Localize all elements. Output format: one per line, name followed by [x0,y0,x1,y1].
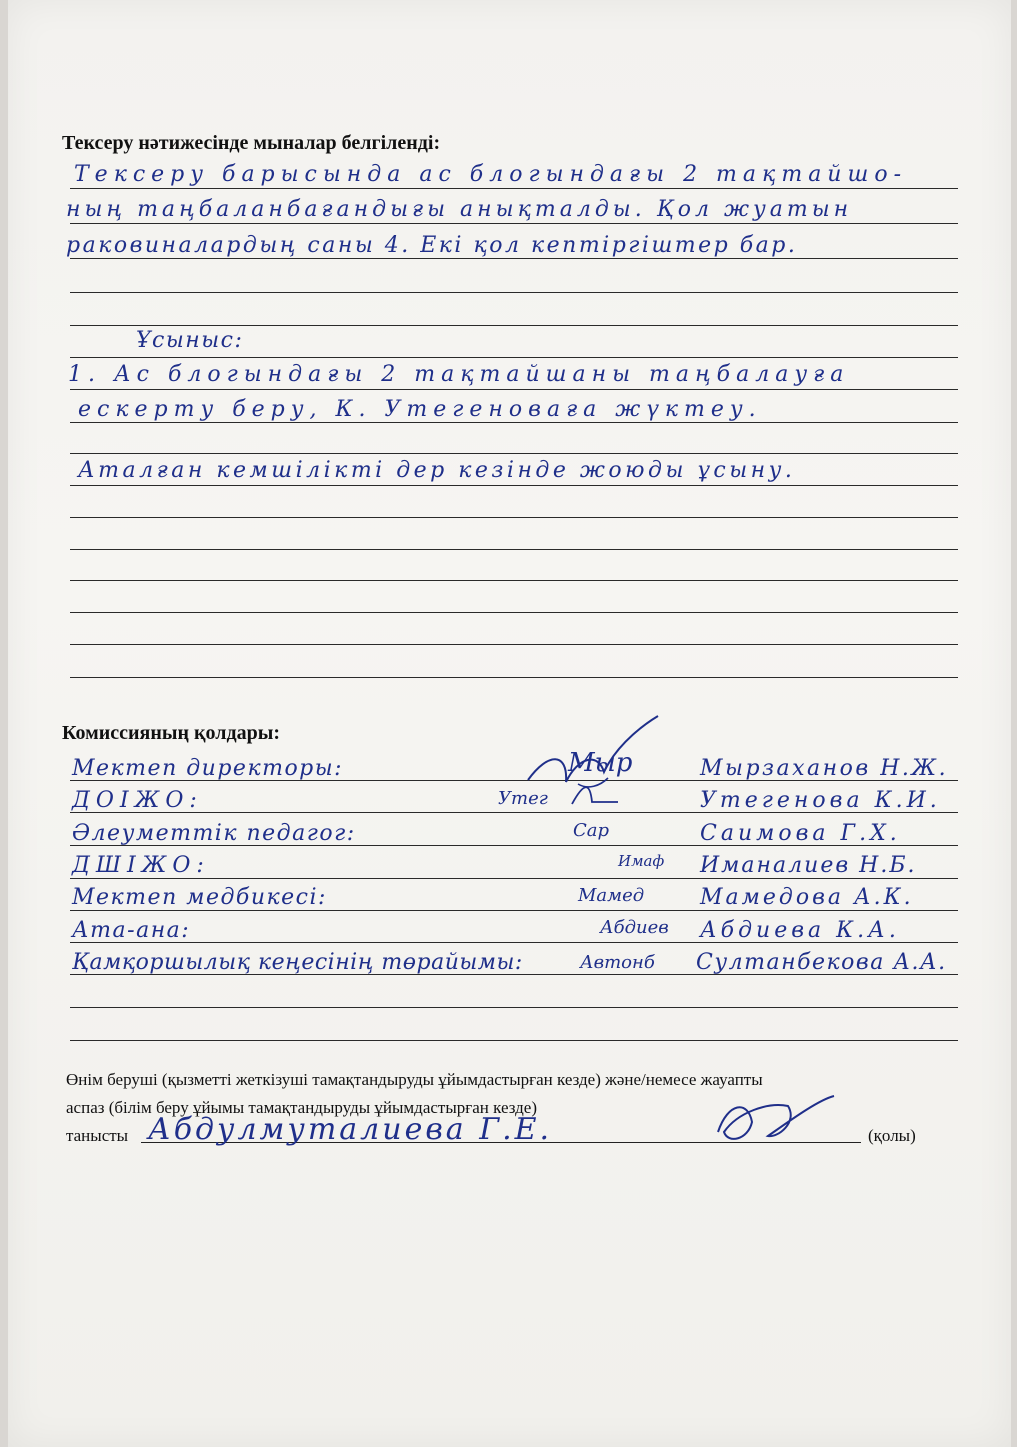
ruled-line [70,258,958,259]
ruled-line [70,910,958,911]
member-name: Абдиева К.А. [700,918,900,943]
member-name: Иманалиев Н.Б. [700,853,917,878]
document-page [8,0,1011,1447]
ruled-line [70,878,958,879]
ruled-line [70,325,958,326]
ruled-line [70,677,958,678]
member-role: ДОІЖО: [72,788,203,813]
recommendation-title: Ұсыныс: [136,328,244,353]
ruled-line [70,549,958,550]
ruled-line [70,1007,958,1008]
ruled-line [70,1040,958,1041]
recommendation-line-2: ескерту беру, К. Утегеноваға жүктеу. [78,397,762,422]
ruled-line [70,517,958,518]
ruled-line [70,644,958,645]
member-role: Қамқоршылық кеңесінің төрайымы: [72,950,523,975]
ruled-line [70,453,958,454]
recommendation-line-1: 1. Ас блогындағы 2 тақтайшаны таңбалауға [68,362,850,387]
ruled-line [70,188,958,189]
finding-line-3: раковиналардың саны 4. Екі қол кептіргіштер бар. [66,233,798,258]
ruled-line [70,292,958,293]
finding-line-2: ның таңбаланбағандығы анықталды. Қол жуатын [66,197,853,222]
recommendation-line-3: Аталған кемшілікті дер кезінде жоюды ұсыну. [78,458,796,483]
commission-heading: Комиссияның қолдары: [62,722,281,744]
ruled-line [70,389,958,390]
footer-suffix: (қолы) [868,1126,916,1145]
member-role: Ата-ана: [72,918,191,943]
member-role: Мектеп медбикесі: [72,885,327,910]
member-role: ДШІЖО: [72,853,210,878]
member-signature: Сар [573,820,610,841]
member-signature: Абдиев [600,917,669,938]
ruled-line [70,422,958,423]
ruled-line [70,357,958,358]
signature-flourish [568,780,628,810]
member-name: Саимова Г.Х. [700,821,901,846]
member-signature: Мыр [568,748,633,778]
finding-line-1: Тексеру барысында ас блогындағы 2 тақтайшо- [74,162,907,187]
member-role: Әлеуметтік педагог: [72,821,356,846]
member-name: Мырзаханов Н.Ж. [700,756,949,781]
findings-heading: Тексеру нәтижесінде мыналар белгіленді: [62,132,441,154]
member-name: Утегенова К.И. [700,788,941,813]
member-signature: Утег [498,788,548,809]
footer-line-2: аспаз (білім беру ұйымы тамақтандыруды ұйымдастырған кезде) [66,1098,537,1117]
ruled-line [70,223,958,224]
member-name: Султанбекова А.А. [696,950,947,975]
member-signature: Мамед [578,885,645,906]
ruled-line [70,485,958,486]
member-signature: Автонб [580,952,655,973]
footer-prefix: танысты [66,1126,129,1145]
member-signature: Имаф [618,852,665,870]
footer-line-1: Өнім беруші (қызметті жеткізуші тамақтандыруды ұйымдастырған кезде) және/немесе жауапты [66,1070,763,1089]
member-name: Мамедова А.К. [700,885,914,910]
signature-flourish [708,1092,838,1152]
ruled-line [70,612,958,613]
ruled-line [70,580,958,581]
footer-handwritten-name: Абдулмуталиева Г.Е. [148,1112,553,1147]
member-role: Мектеп директоры: [72,756,344,781]
